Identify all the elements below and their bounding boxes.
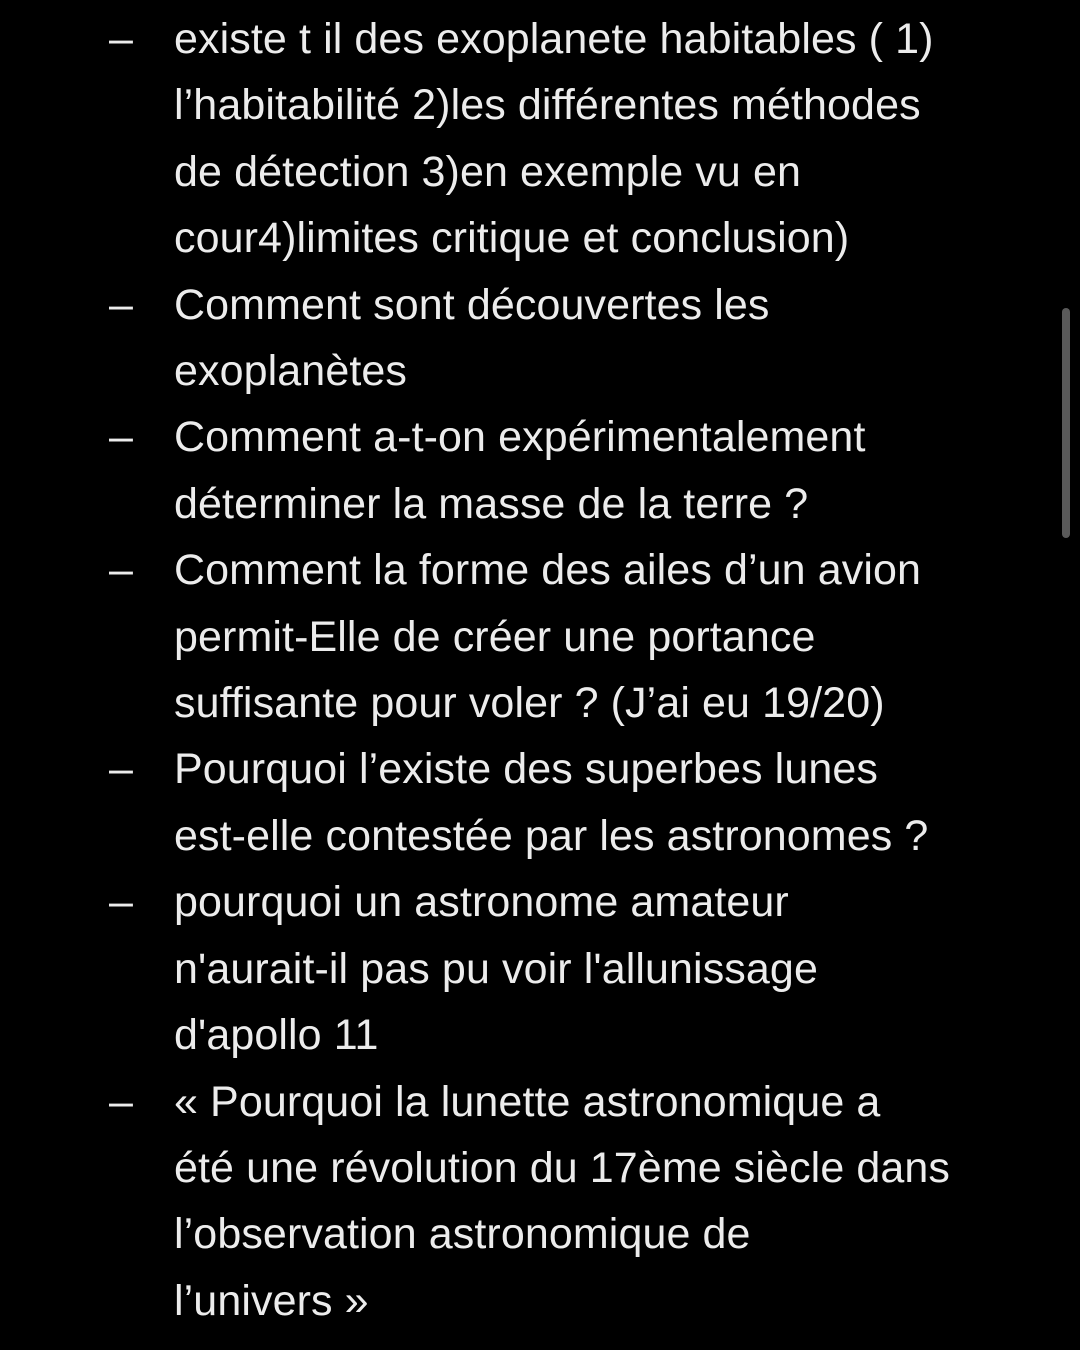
text-line: de détection 3)en exemple vu en: [174, 147, 802, 196]
list-item[interactable]: [0, 736, 1080, 869]
text-line: existe t il des exoplanete habitables ( 1): [174, 15, 934, 63]
text-line: Comment la forme des ailes d’un avion: [174, 546, 922, 595]
bullet-dash: –: [108, 878, 133, 927]
text-line: permit-Elle de créer une portance: [174, 612, 816, 661]
list-item[interactable]: [0, 1069, 1080, 1335]
list-item[interactable]: [0, 537, 1080, 736]
text-line: cour4)limites critique et conclusion): [174, 214, 850, 263]
text-line: pourquoi un astronome amateur: [174, 878, 789, 927]
bullet-text: [174, 736, 1020, 869]
bullet-text: [174, 272, 1020, 405]
text-line: n'aurait-il pas pu voir l'allunissage: [174, 944, 818, 993]
bullet-dash: –: [108, 546, 133, 595]
bullet-dash: –: [108, 745, 133, 794]
text-line: Comment a-t-on expérimentalement: [174, 413, 866, 462]
text-line: l’observation astronomique de: [174, 1210, 751, 1259]
vertical-scrollbar[interactable]: [1062, 308, 1070, 538]
text-line: exoplanètes: [174, 347, 408, 396]
text-line: est-elle contestée par les astronomes ?: [174, 811, 929, 860]
bullet-dash: –: [108, 15, 133, 63]
text-line: « Pourquoi la lunette astronomique a: [174, 1077, 881, 1126]
bullet-dash: –: [108, 413, 133, 462]
text-line: Pourquoi l’existe des superbes lunes: [174, 745, 878, 794]
bullet-dash: –: [108, 1077, 133, 1126]
list-item[interactable]: [0, 272, 1080, 405]
list-item[interactable]: [0, 869, 1080, 1068]
text-line: d'apollo 11: [174, 1011, 379, 1060]
bullet-text: [174, 6, 1020, 272]
text-line: été une révolution du 17ème siècle dans: [174, 1143, 951, 1192]
list-item[interactable]: [0, 6, 1080, 272]
text-line: Comment sont découvertes les: [174, 280, 770, 329]
text-line: déterminer la masse de la terre ?: [174, 479, 809, 528]
bullet-dash: –: [108, 280, 133, 329]
bullet-text: [174, 404, 1020, 537]
text-line: suffisante pour voler ? (J’ai eu 19/20): [174, 679, 885, 728]
bullet-text: [174, 1069, 1020, 1335]
bullet-list: [0, 6, 1080, 1334]
text-line: l’univers »: [174, 1276, 369, 1325]
bullet-text: [174, 537, 1020, 736]
bullet-text: [174, 869, 1020, 1068]
text-line: l’habitabilité 2)les différentes méthodes: [174, 81, 921, 130]
list-item[interactable]: [0, 404, 1080, 537]
